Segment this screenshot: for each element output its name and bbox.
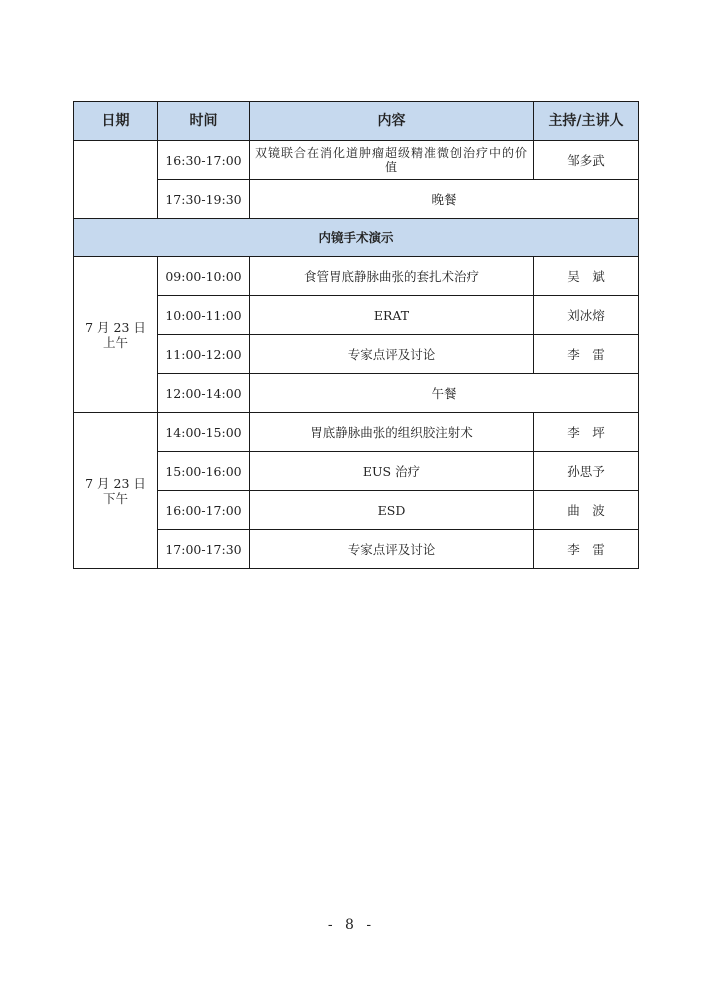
speaker-cell: 李 雷	[534, 335, 639, 374]
time-cell: 15:00-16:00	[158, 452, 250, 491]
content-cell-merged: 晚餐	[250, 180, 639, 219]
table-row	[74, 413, 639, 452]
content-cell: 专家点评及讨论	[250, 530, 534, 569]
header-speaker: 主持/主讲人	[534, 102, 639, 141]
time-cell: 16:30-17:00	[158, 141, 250, 180]
content-cell: 专家点评及讨论	[250, 335, 534, 374]
speaker-cell: 李 坪	[534, 413, 639, 452]
content-cell: EUS 治疗	[250, 452, 534, 491]
date-cell-empty	[74, 141, 158, 219]
page-number: - 8 -	[327, 917, 376, 933]
header-date: 日期	[74, 102, 158, 141]
speaker-cell: 曲 波	[534, 491, 639, 530]
table-row	[74, 452, 639, 491]
time-cell: 12:00-14:00	[158, 374, 250, 413]
table-row	[74, 335, 639, 374]
speaker-cell: 孙思予	[534, 452, 639, 491]
table-row	[74, 491, 639, 530]
table-header-row	[74, 102, 639, 141]
time-cell: 11:00-12:00	[158, 335, 250, 374]
header-content: 内容	[250, 102, 534, 141]
content-cell: 胃底静脉曲张的组织胶注射术	[250, 413, 534, 452]
speaker-cell: 李 雷	[534, 530, 639, 569]
date-line: 7 月 23 日	[85, 475, 146, 491]
time-cell: 17:00-17:30	[158, 530, 250, 569]
content-cell-merged: 午餐	[250, 374, 639, 413]
date-cell-pm	[74, 413, 158, 569]
speaker-cell: 邹多武	[534, 141, 639, 180]
table-row	[74, 296, 639, 335]
table-row	[74, 141, 639, 180]
time-cell: 16:00-17:00	[158, 491, 250, 530]
time-cell: 17:30-19:30	[158, 180, 250, 219]
table-row	[74, 530, 639, 569]
content-cell: ERAT	[250, 296, 534, 335]
content-cell: 食管胃底静脉曲张的套扎术治疗	[250, 257, 534, 296]
time-cell: 10:00-11:00	[158, 296, 250, 335]
table-row	[74, 257, 639, 296]
table-row	[74, 180, 639, 219]
speaker-cell: 刘冰熔	[534, 296, 639, 335]
section-title: 内镜手术演示	[74, 219, 639, 257]
content-cell: ESD	[250, 491, 534, 530]
time-cell: 14:00-15:00	[158, 413, 250, 452]
date-cell-am	[74, 257, 158, 413]
header-time: 时间	[158, 102, 250, 141]
date-line: 7 月 23 日	[85, 319, 146, 335]
table-row	[74, 374, 639, 413]
date-period: 上午	[102, 334, 128, 350]
content-cell: 双镜联合在消化道肿瘤超级精准微创治疗中的价值	[250, 141, 534, 180]
time-cell: 09:00-10:00	[158, 257, 250, 296]
date-period: 下午	[102, 490, 128, 506]
speaker-cell: 吴 斌	[534, 257, 639, 296]
schedule-table	[73, 101, 639, 569]
section-row	[74, 219, 639, 257]
